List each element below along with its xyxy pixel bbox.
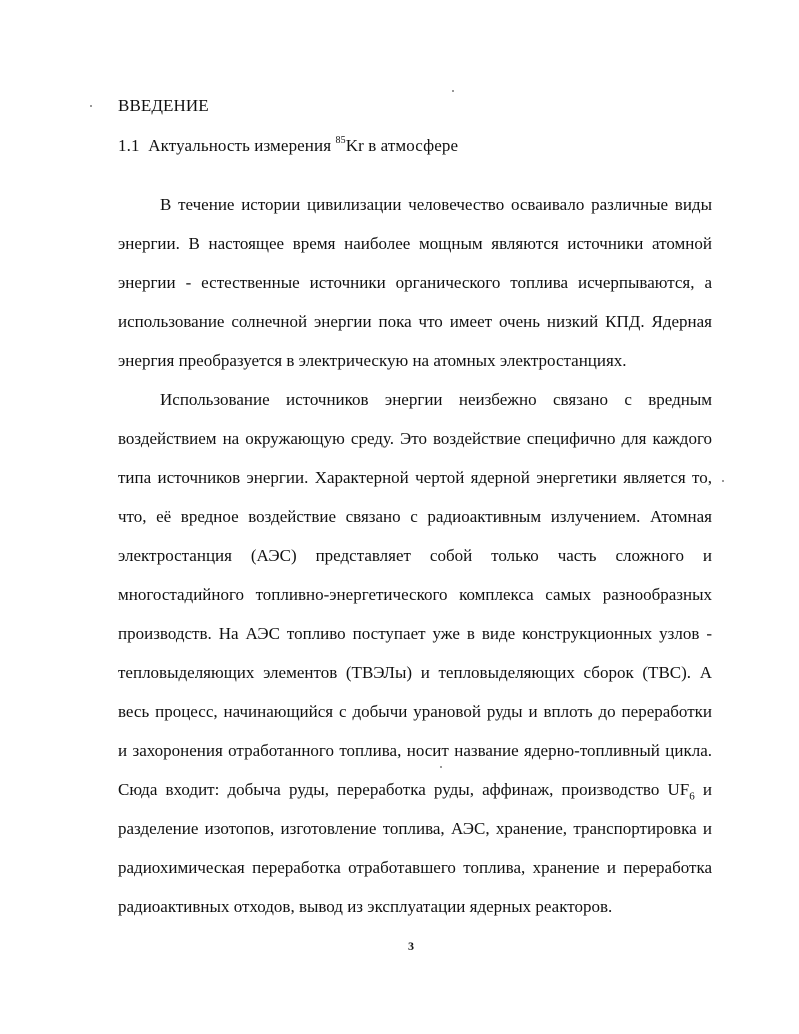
text-line: энергия преобразуется в электрическую на атомных электростанциях. [118, 351, 627, 370]
page-number: 3 [408, 939, 414, 953]
scan-speck [452, 90, 454, 92]
uf6-subscript: 6 [689, 790, 695, 803]
text-line-uf6 [118, 780, 712, 803]
isotope-symbol: Kr [345, 136, 364, 155]
intro-heading: ВВЕДЕНИЕ [118, 96, 209, 115]
text-line: разделение изотопов, изготовление топлива, АЭС, хранение, транспортировка и [118, 819, 712, 838]
text-line: производств. На АЭС топливо поступает уже в виде конструкционных узлов - [118, 624, 712, 643]
text-line: радиоактивных отходов, вывод из эксплуатации ядерных реакторов. [118, 897, 613, 916]
text-line: использование солнечной энергии пока что имеет очень низкий КПД. Ядерная [118, 312, 712, 331]
text-line: и захоронения отработанного топлива, носит название ядерно-топливный цикла. [118, 741, 712, 760]
section-title-before: Актуальность измерения [148, 136, 332, 155]
text-line: тепловыделяющих элементов (ТВЭЛы) и тепловыделяющих сборок (ТВС). А [118, 663, 712, 682]
text-line: что, её вредное воздействие связано с радиоактивным излучением. Атомная [118, 507, 712, 526]
section-heading [118, 136, 458, 156]
text-line: многостадийного топливно-энергетического комплекса самых разнообразных [118, 585, 712, 604]
section-number: 1.1 [118, 136, 140, 155]
scan-speck [440, 766, 442, 768]
text-line-uf6-main: Сюда входит: добыча руды, переработка руды, аффинаж, производство UF [118, 780, 690, 799]
text-line: Использование источников энергии неизбежно связано с вредным [160, 390, 712, 409]
isotope-mass-number: 85 [335, 135, 346, 147]
section-title-after: в атмосфере [368, 136, 459, 155]
text-line: энергии - естественные источники органического топлива исчерпываются, а [118, 273, 712, 292]
scan-speck [90, 105, 92, 107]
text-line: электростанция (АЭС) представляет собой только часть сложного и [118, 546, 712, 565]
scan-speck [722, 480, 724, 482]
text-line-uf6-tail: и [702, 780, 712, 799]
text-line: воздействием на окружающую среду. Это воздействие специфично для каждого [118, 429, 712, 448]
text-line: энергии. В настоящее время наиболее мощным являются источники атомной [118, 234, 712, 253]
text-line: радиохимическая переработка отработавшего топлива, хранение и переработка [118, 858, 712, 877]
text-line: весь процесс, начинающийся с добычи урановой руды и вплоть до переработки [118, 702, 712, 721]
text-line: типа источников энергии. Характерной чертой ядерной энергетики является то, [118, 468, 712, 487]
text-line: В течение истории цивилизации человечество осваивало различные виды [160, 195, 712, 214]
